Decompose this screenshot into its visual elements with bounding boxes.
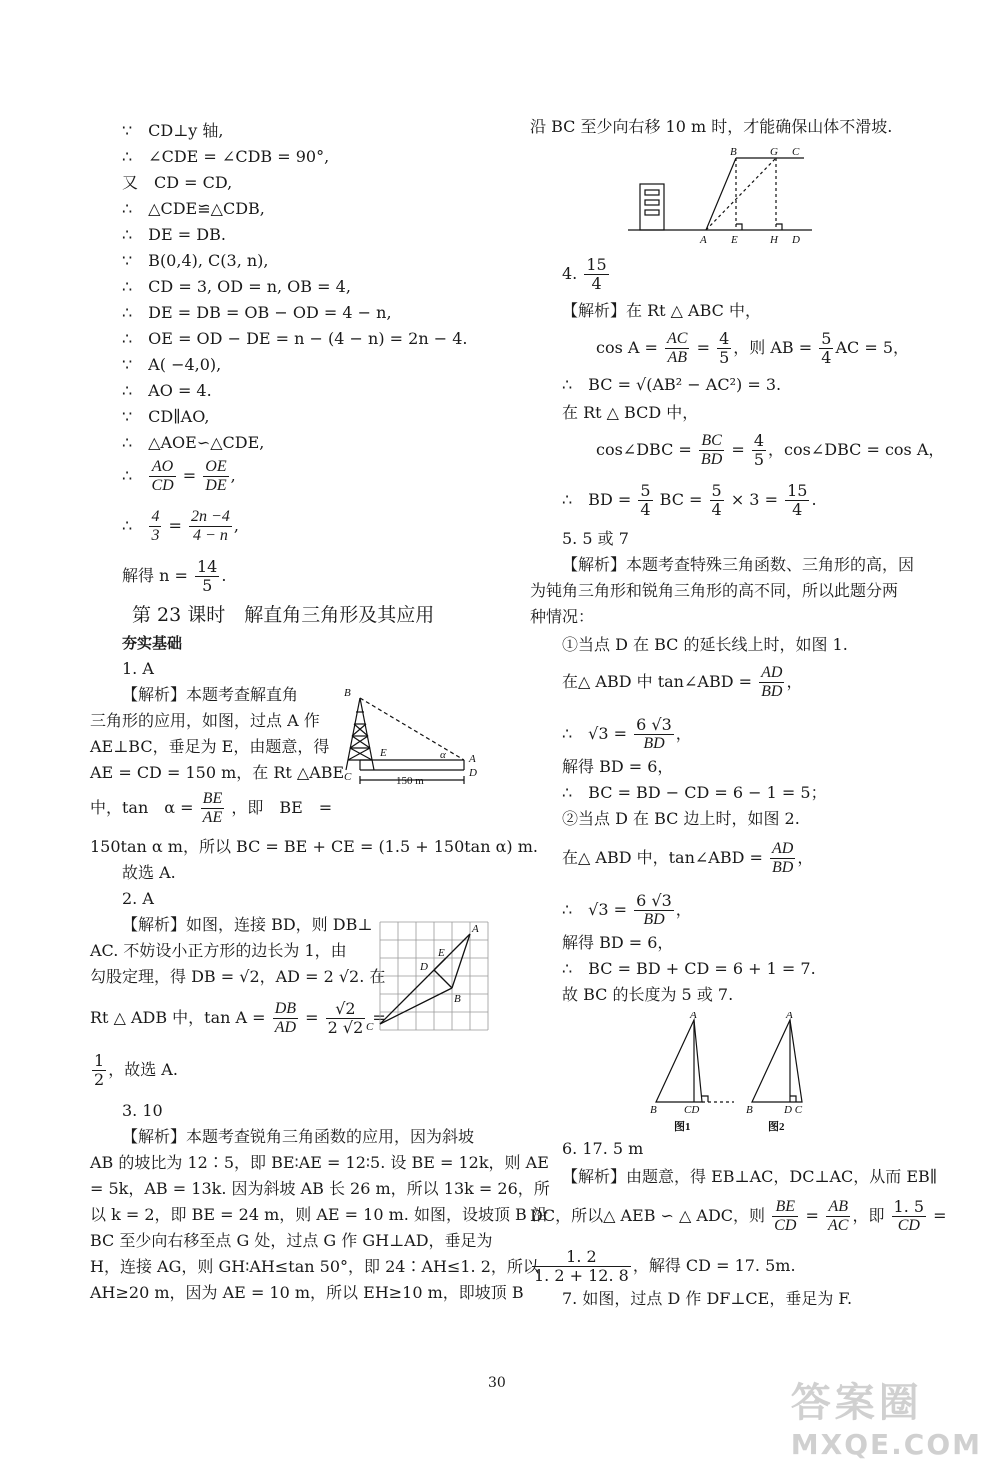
q3-fig-label-C: C [792, 146, 800, 158]
lesson-title: 第 23 课时 解直角三角形及其应用 [132, 604, 435, 626]
q2-rt: Rt △ ADB 中，tan A = $\frac{DB}{AD}$ = $\frac{√2}{2 √2}$ = [90, 999, 386, 1037]
q5-tan2: 在△ ABD 中，tan∠ABD = $\frac{AD}{BD}$ ， [562, 840, 814, 876]
watermark-line-1: 答案圈 [790, 1380, 923, 1426]
q5-fig1-label-B: B [650, 1104, 657, 1116]
q5-sqrt2: ∴ √3 = $\frac{6 √3}{BD}$ ， [562, 891, 692, 928]
q5-conclusion: 故 BC 的长度为 5 或 7. [562, 985, 734, 1004]
q5-fig2-label-B: B [746, 1104, 753, 1116]
q3-fig-label-G: G [770, 146, 778, 158]
step-2: ∴ ∠CDE = ∠CDB = 90°, [122, 147, 330, 166]
q6-line-2: DC，所以△ AEB ∽ △ ADC，则 $\frac{BE}{CD}$ = $\frac{AB}{AC}$ ，即 $\frac{1. 5}{CD}$ = [530, 1197, 947, 1234]
q5-line-2: 为钝角三角形和锐角三角形的高不同，所以此题分两 [530, 581, 899, 600]
page-number: 30 [488, 1375, 506, 1391]
q5-line-1: 【解析】本题考查特殊三角函数、三角形的高，因 [562, 555, 915, 574]
q4-bc: ∴ BC = √(AB² − AC²) = 3. [562, 375, 782, 394]
q3-line-6: H，连接 AG，则 GH∶AH≤tan 50°，即 24∶AH≤1. 2，所以 [90, 1257, 539, 1276]
q5-line-4: ①当点 D 在 BC 的延长线上时，如图 1. [562, 635, 848, 654]
q1-fig-label-E: E [380, 747, 387, 759]
q4-cos2: cos∠DBC = $\frac{BC}{BD}$ = $\frac{4}{5}$ ，cos∠DBC = cos A， [596, 431, 945, 469]
q1-tan: 中，tan α = $\frac{BE}{AE}$ ，即 BE = [90, 790, 333, 826]
q3-line-4: 以 k = 2，即 BE = 24 m，则 AE = 10 m. 如图，设坡顶 B 沿 [90, 1205, 548, 1224]
step-5: ∴ DE = DB. [122, 225, 226, 244]
q4-intro: 【解析】在 Rt △ ABC 中， [562, 301, 761, 320]
q1-choose: 故选 A. [122, 863, 176, 882]
q2-fig-label-A: A [472, 923, 479, 935]
watermark-line-2: MXQE.COM [790, 1428, 982, 1461]
q4-bd: ∴ BD = $\frac{5}{4}$ BC = $\frac{5}{4}$ × 3 = $\frac{15}{4}$ . [562, 481, 817, 519]
q2-fig-label-E: E [438, 947, 445, 959]
q2-grid-figure [362, 916, 494, 1032]
watermark [791, 1371, 982, 1461]
step-3: 又 CD = CD, [122, 173, 233, 192]
q3-line-2: AB 的坡比为 12∶5，即 BE∶AE = 12∶5. 设 BE = 12k，则 AE [90, 1153, 549, 1172]
step-4: ∴ △CDE≌△CDB, [122, 199, 265, 218]
step-12: ∵ CD∥AO, [122, 407, 210, 426]
q3-line-1: 【解析】本题考查锐角三角函数的应用，因为斜坡 [122, 1127, 475, 1146]
q6-line-1: 【解析】由题意，得 EB⊥AC，DC⊥AC，从而 EB∥ [562, 1167, 938, 1186]
q1-fig-label-alpha: α [440, 749, 446, 761]
q2-fig-label-B: B [454, 993, 461, 1005]
q2-fig-label-C: C [366, 1021, 374, 1032]
step-8: ∴ DE = DB = OB − OD = 4 − n, [122, 303, 392, 322]
q2-line-2: AC. 不妨设小正方形的边长为 1，由 [90, 941, 347, 960]
q4-rt-bcd: 在 Rt △ BCD 中， [562, 403, 699, 422]
q3-tail: 沿 BC 至少向右移 10 m 时，才能确保山体不滑坡. [530, 117, 893, 136]
q6-answer: 6. 17. 5 m [562, 1139, 644, 1158]
q5-fig2-label-A: A [786, 1012, 793, 1021]
q5-tan1: 在△ ABD 中 tan∠ABD = $\frac{AD}{BD}$ ， [562, 664, 803, 700]
step-7: ∴ CD = 3, OD = n, OB = 4, [122, 277, 351, 296]
q1-tower-figure [336, 684, 496, 800]
q5-fig2-label-DC: D C [784, 1104, 803, 1116]
q1-fig-label-D: D [469, 767, 477, 779]
step-1: ∵ CD⊥y 轴, [122, 121, 224, 140]
q2-line-1: 【解析】如图，连接 BD，则 DB⊥ [122, 915, 373, 934]
q3-slope-figure [624, 144, 814, 248]
q5-fig1-label-CD: CD [684, 1104, 700, 1116]
q1-line-2: 三角形的应用，如图，过点 A 作 [90, 711, 320, 730]
ratio-43: ∴ $\frac{4}{3}$ = $\frac{2n -4}{4 - n}$ , [122, 508, 239, 544]
q5-line-3: 种情况： [530, 607, 595, 626]
q4-cos: cos A = $\frac{AC}{AB}$ = $\frac{4}{5}$ ，则 AB = $\frac{5}{4}$ AC = 5， [596, 329, 910, 367]
q3-fig-label-E: E [731, 234, 738, 246]
q1-answer: 1. A [122, 659, 154, 678]
section-title: 夯实基础 [122, 634, 183, 652]
q5-case2: ②当点 D 在 BC 边上时，如图 2. [562, 809, 800, 828]
q3-line-3: = 5k，AB = 13k. 因为斜坡 AB 长 26 m，所以 13k = 26，所 [90, 1179, 550, 1198]
q3-line-5: BC 至少向右移至点 G 处，过点 G 作 GH⊥AD，垂足为 [90, 1231, 493, 1250]
q3-line-7: AH≥20 m，因为 AE = 10 m，所以 EH≥10 m，即坡顶 B [90, 1283, 524, 1302]
step-10: ∵ A( −4,0), [122, 355, 222, 374]
q5-triangles-figure [646, 1012, 822, 1136]
q5-solve2: 解得 BD = 6， [562, 933, 674, 952]
q2-half: $\frac{1}{2}$ ，故选 A. [94, 1051, 178, 1089]
q1-tail: 150tan α m，所以 BC = BE + CE = (1.5 + 150tan α) m. [90, 837, 538, 856]
step-9: ∴ OE = OD − DE = n − (4 − n) = 2n − 4. [122, 329, 468, 348]
q3-fig-label-A: A [700, 234, 707, 246]
q5-solve1: 解得 BD = 6， [562, 757, 674, 776]
step-13: ∴ △AOE∽△CDE, [122, 433, 265, 452]
q5-fig1-label-A: A [690, 1012, 697, 1021]
q2-answer: 2. A [122, 889, 154, 908]
q2-line-3: 勾股定理，得 DB = √2，AD = 2 √2. 在 [90, 967, 386, 986]
q6-line-3: $\frac{1. 2}{1. 2 + 12. 8}$ ，解得 CD = 17. 5m. [534, 1247, 796, 1285]
q5-sqrt1: ∴ √3 = $\frac{6 √3}{BD}$ ， [562, 715, 692, 752]
q3-fig-label-B: B [730, 146, 737, 158]
q1-line-3: AE⊥BC，垂足为 E，由题意，得 [90, 737, 330, 756]
q5-bc1: ∴ BC = BD − CD = 6 − 1 = 5； [562, 783, 827, 802]
q5-fig1-caption: 图1 [674, 1121, 691, 1133]
solve-n: 解得 n = $\frac{14}{5}$ . [122, 557, 227, 595]
q1-line-1: 【解析】本题考查解直角 [122, 685, 299, 704]
q4-answer: 4. $\frac{15}{4}$ [562, 255, 607, 293]
q1-line-4: AE = CD = 150 m，在 Rt △ABE [90, 763, 345, 782]
q1-fig-label-A: A [469, 753, 476, 765]
q5-bc2: ∴ BC = BD + CD = 6 + 1 = 7. [562, 959, 816, 978]
q1-fig-dim: 150 m [396, 775, 424, 787]
q5-fig2-caption: 图2 [768, 1121, 785, 1133]
q5-answer: 5. 5 或 7 [562, 529, 629, 548]
step-11: ∴ AO = 4. [122, 381, 212, 400]
q3-answer: 3. 10 [122, 1101, 163, 1120]
q7-text: 7. 如图，过点 D 作 DF⊥CE，垂足为 F. [562, 1289, 853, 1308]
q3-fig-label-H: H [770, 234, 778, 246]
ratio-aocd: ∴ $\frac{AO}{CD}$ = $\frac{OE}{DE}$ , [122, 458, 236, 494]
q2-fig-label-D: D [420, 961, 428, 973]
q1-fig-label-B: B [344, 687, 351, 699]
step-6: ∵ B(0,4), C(3, n), [122, 251, 269, 270]
q3-fig-label-D: D [792, 234, 800, 246]
q1-fig-label-C: C [344, 771, 352, 783]
